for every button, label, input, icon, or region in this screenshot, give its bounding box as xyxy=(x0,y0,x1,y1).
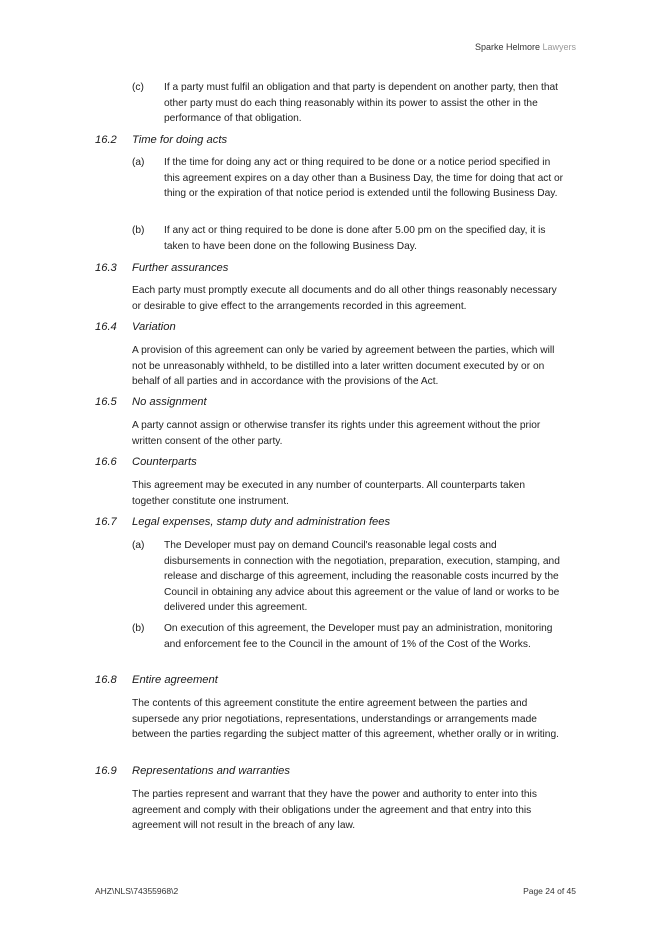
section-16-6-text: This agreement may be executed in any number of counterparts. All counterparts taken together constitute one instrument. xyxy=(132,480,525,507)
section-title: No assignment xyxy=(132,396,207,408)
section-16-3-text: Each party must promptly execute all documents and do all other things reasonably necessary or desirable to give effect to the arrangements recorded in this agreement. xyxy=(132,285,557,312)
section-number: 16.6 xyxy=(95,456,117,468)
section-title: Variation xyxy=(132,321,176,333)
section-title: Further assurances xyxy=(132,262,229,274)
page-number: Page 24 of 45 xyxy=(523,886,576,896)
clause-16-2-b-text: If any act or thing required to be done is done after 5.00 pm on the specified day, it is taken to have been done on the following Business Day. xyxy=(164,225,546,252)
page-header xyxy=(475,42,576,52)
section-title: Representations and warranties xyxy=(132,765,290,777)
section-title: Entire agreement xyxy=(132,674,218,686)
section-number: 16.8 xyxy=(95,674,117,686)
clause-16-7-b-label: (b) xyxy=(132,623,145,634)
document-reference: AHZ\NLS\74355968\2 xyxy=(95,886,179,896)
clause-c-label: (c) xyxy=(132,82,144,93)
section-number: 16.5 xyxy=(95,396,117,408)
section-16-5-text: A party cannot assign or otherwise transfer its rights under this agreement without the prior written consent of the other party. xyxy=(132,420,541,447)
section-number: 16.4 xyxy=(95,321,117,333)
section-title: Legal expenses, stamp duty and administration fees xyxy=(132,516,391,528)
clause-16-2-b-label: (b) xyxy=(132,225,145,236)
clause-16-7-a-text: The Developer must pay on demand Council's reasonable legal costs and disbursements in connection with the negotiation, preparation, execution, stamping, and release and discharge of this agreement, including the reasonable costs incurred by the Council in obtaining any advice about this agreement or the value of land or works to be delivered under this agreement. xyxy=(164,540,560,613)
section-16-4-text: A provision of this agreement can only be varied by agreement between the parties, which will not be unreasonably withheld, to be distilled into a later written document executed by or on behalf of all parties and in accordance with the provisions of the Act. xyxy=(132,345,555,387)
clause-16-2-a-text: If the time for doing any act or thing required to be done or a notice period specified in this agreement expires on a day other than a Business Day, the time for doing that act or thing or the expiration of that notice period is extended until the following Business Day. xyxy=(164,157,564,199)
clause-16-7-b-text: On execution of this agreement, the Developer must pay an administration, monitoring and enforcement fee to the Council in the amount of 1% of the Cost of the Works. xyxy=(164,623,553,650)
clause-16-2-a-label: (a) xyxy=(132,157,145,168)
section-number: 16.9 xyxy=(95,765,117,777)
clause-c-text: If a party must fulfil an obligation and that party is dependent on another party, then that other party must do each thing reasonably within its power to assist the other in the performance of that obligation. xyxy=(164,82,558,124)
section-title: Counterparts xyxy=(132,456,197,468)
section-number: 16.7 xyxy=(95,516,117,528)
section-title: Time for doing acts xyxy=(132,134,228,146)
firm-suffix: Lawyers xyxy=(542,42,576,52)
section-16-8-text: The contents of this agreement constitute the entire agreement between the parties and supersede any prior negotiations, representations, understandings or arrangements made between the parties regarding the subject matter of this agreement, whether orally or in writing. xyxy=(132,698,559,740)
clause-16-7-a-label: (a) xyxy=(132,540,145,551)
section-16-9-text: The parties represent and warrant that they have the power and authority to enter into this agreement and comply with their obligations under the agreement and that entry into this agreement will not result in the breach of any law. xyxy=(132,789,537,831)
firm-name: Sparke Helmore xyxy=(474,42,540,52)
section-number: 16.2 xyxy=(95,134,117,146)
section-number: 16.3 xyxy=(95,262,117,274)
